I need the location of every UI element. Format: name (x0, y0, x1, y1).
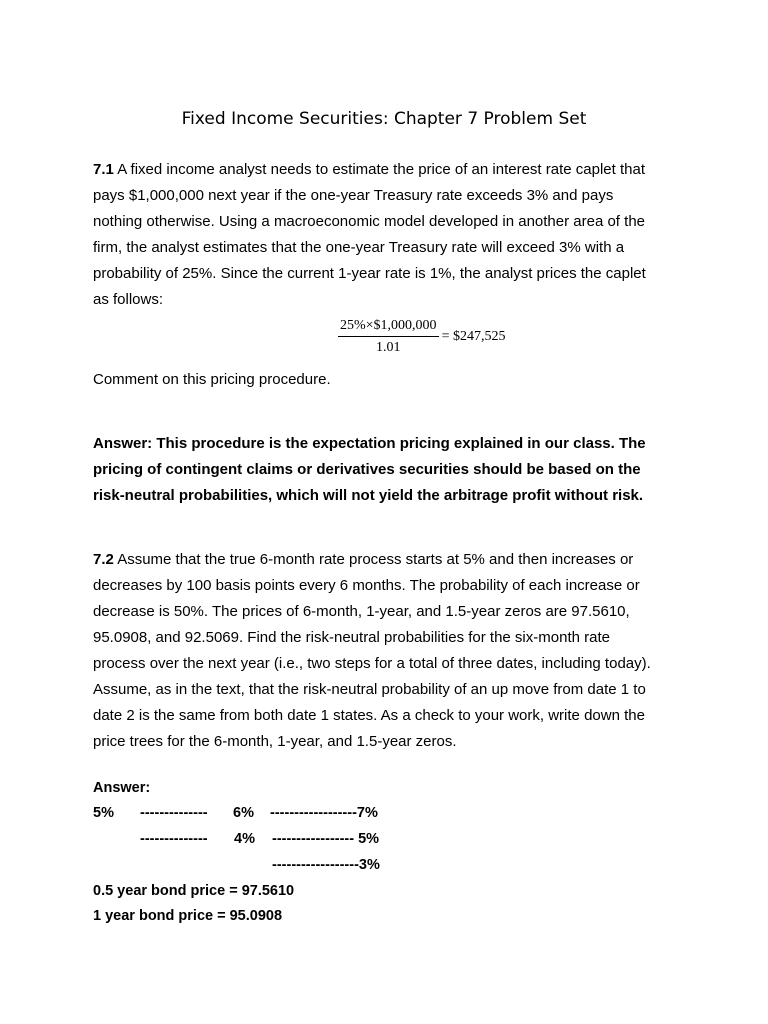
problem-line: date 2 is the same from both date 1 states. As a check to your work, write down the (93, 707, 645, 724)
tree-branch: -------------- (140, 831, 208, 847)
answer-line: Answer: This procedure is the expectation pricing explained in our class. The (93, 435, 646, 452)
formula-result: = $247,525 (441, 329, 506, 344)
problem-line: decrease is 50%. The prices of 6-month, 1-year, and 1.5-year zeros are 97.5610, (93, 603, 630, 620)
formula-numerator: 25%×$1,000,000 (338, 318, 439, 337)
tree-branch-down: ------------------3% (272, 857, 380, 873)
problem-line: 95.0908, and 92.5069. Find the risk-neutral probabilities for the six-month rate (93, 629, 610, 646)
problem-line: pays $1,000,000 next year if the one-year Treasury rate exceeds 3% and pays (93, 187, 614, 204)
problem-line: as follows: (93, 291, 164, 308)
tree-branch-up: ------------------7% (270, 805, 378, 821)
tree-branch-mid: ----------------- 5% (272, 831, 380, 847)
problem-text: Assume that the true 6-month rate process starts at 5% and then increases or (113, 551, 634, 568)
problem-7-2 (93, 547, 713, 755)
problem-line (93, 157, 693, 183)
problem-number: 7.1 (93, 161, 114, 178)
problem-line: probability of 25%. Since the current 1-year rate is 1%, the analyst prices the caplet (93, 265, 646, 282)
problem-line: firm, the analyst estimates that the one-year Treasury rate will exceed 3% with a (93, 239, 625, 256)
tree-node-down: 4% (234, 831, 255, 847)
problem-line: price trees for the 6-month, 1-year, and 1.5-year zeros. (93, 733, 457, 750)
page-title: Fixed Income Securities: Chapter 7 Problem Set (181, 109, 587, 129)
tree-branch: -------------- (140, 805, 208, 821)
answer-label: Answer: (93, 780, 151, 796)
comment-line: Comment on this pricing procedure. (93, 371, 331, 388)
problem-line: Assume, as in the text, that the risk-neutral probability of an up move from date 1 to (93, 681, 646, 698)
tree-root-rate: 5% (93, 805, 114, 821)
problem-text: A fixed income analyst needs to estimate the price of an interest rate caplet that (113, 161, 645, 178)
answer-7-1 (93, 431, 713, 509)
problem-line: process over the next year (i.e., two steps for a total of three dates, including today). (93, 655, 651, 672)
problem-line: decreases by 100 basis points every 6 months. The probability of each increase or (93, 577, 640, 594)
formula-denominator: 1.01 (376, 340, 401, 355)
bond-price-half-year: 0.5 year bond price = 97.5610 (93, 883, 295, 899)
pricing-formula (338, 318, 505, 356)
bond-price-one-year: 1 year bond price = 95.0908 (93, 908, 283, 924)
problem-line: nothing otherwise. Using a macroeconomic model developed in another area of the (93, 213, 645, 230)
tree-node-up: 6% (233, 805, 254, 821)
formula-fraction (338, 318, 439, 356)
answer-line: pricing of contingent claims or derivatives securities should be based on the (93, 461, 641, 478)
problem-number: 7.2 (93, 551, 114, 568)
problem-7-1 (93, 157, 693, 313)
problem-line (93, 547, 713, 573)
answer-line: risk-neutral probabilities, which will not yield the arbitrage profit without risk. (93, 487, 644, 504)
